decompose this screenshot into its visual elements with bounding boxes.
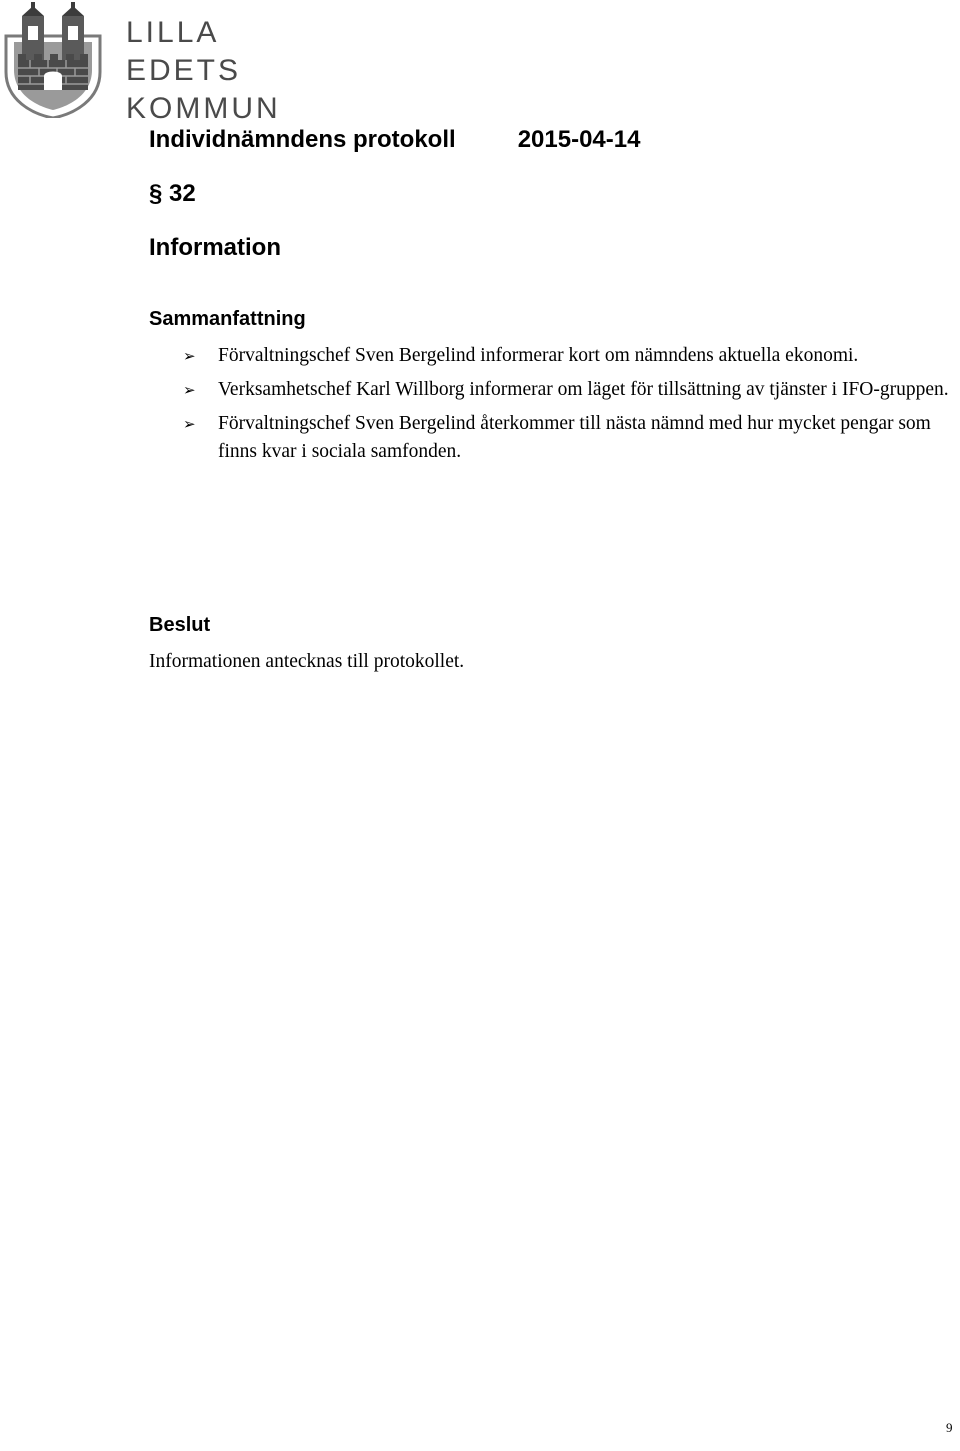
list-item [149,342,959,370]
protocol-title [149,126,640,154]
section-heading: Information [149,234,281,261]
decision-text: Informationen antecknas till protokollet. [149,651,465,672]
arrow-bullet-icon: ➢ [183,347,196,365]
summary-list [149,342,959,472]
brand-line-1: LILLA EDETS [126,16,242,87]
brand-line-2: KOMMUN [126,92,281,125]
arrow-bullet-icon: ➢ [183,381,196,399]
page-number: 9 [946,1420,953,1435]
list-item-text: Förvaltningschef Sven Bergelind informerar kort om nämndens aktuella ekonomi. [218,345,859,366]
paragraph-number: § 32 [149,180,196,207]
decision-heading: Beslut [149,614,211,636]
list-item-text: Förvaltningschef Sven Bergelind återkommer till nästa nämnd med hur mycket pengar som finns kvar i sociala samfonden. [218,413,931,462]
municipality-logo [0,0,300,125]
list-item-text: Verksamhetschef Karl Willborg informerar om läget för tillsättning av tjänster i IFO-gruppen. [218,379,949,400]
protocol-name: Individnämndens protokoll [149,126,456,153]
list-item [149,376,959,404]
summary-heading: Sammanfattning [149,308,306,330]
protocol-date: 2015-04-14 [517,126,641,153]
arrow-bullet-icon: ➢ [183,415,196,433]
coat-of-arms-icon [4,2,102,118]
brand-wordmark [126,14,300,128]
list-item [149,410,959,466]
